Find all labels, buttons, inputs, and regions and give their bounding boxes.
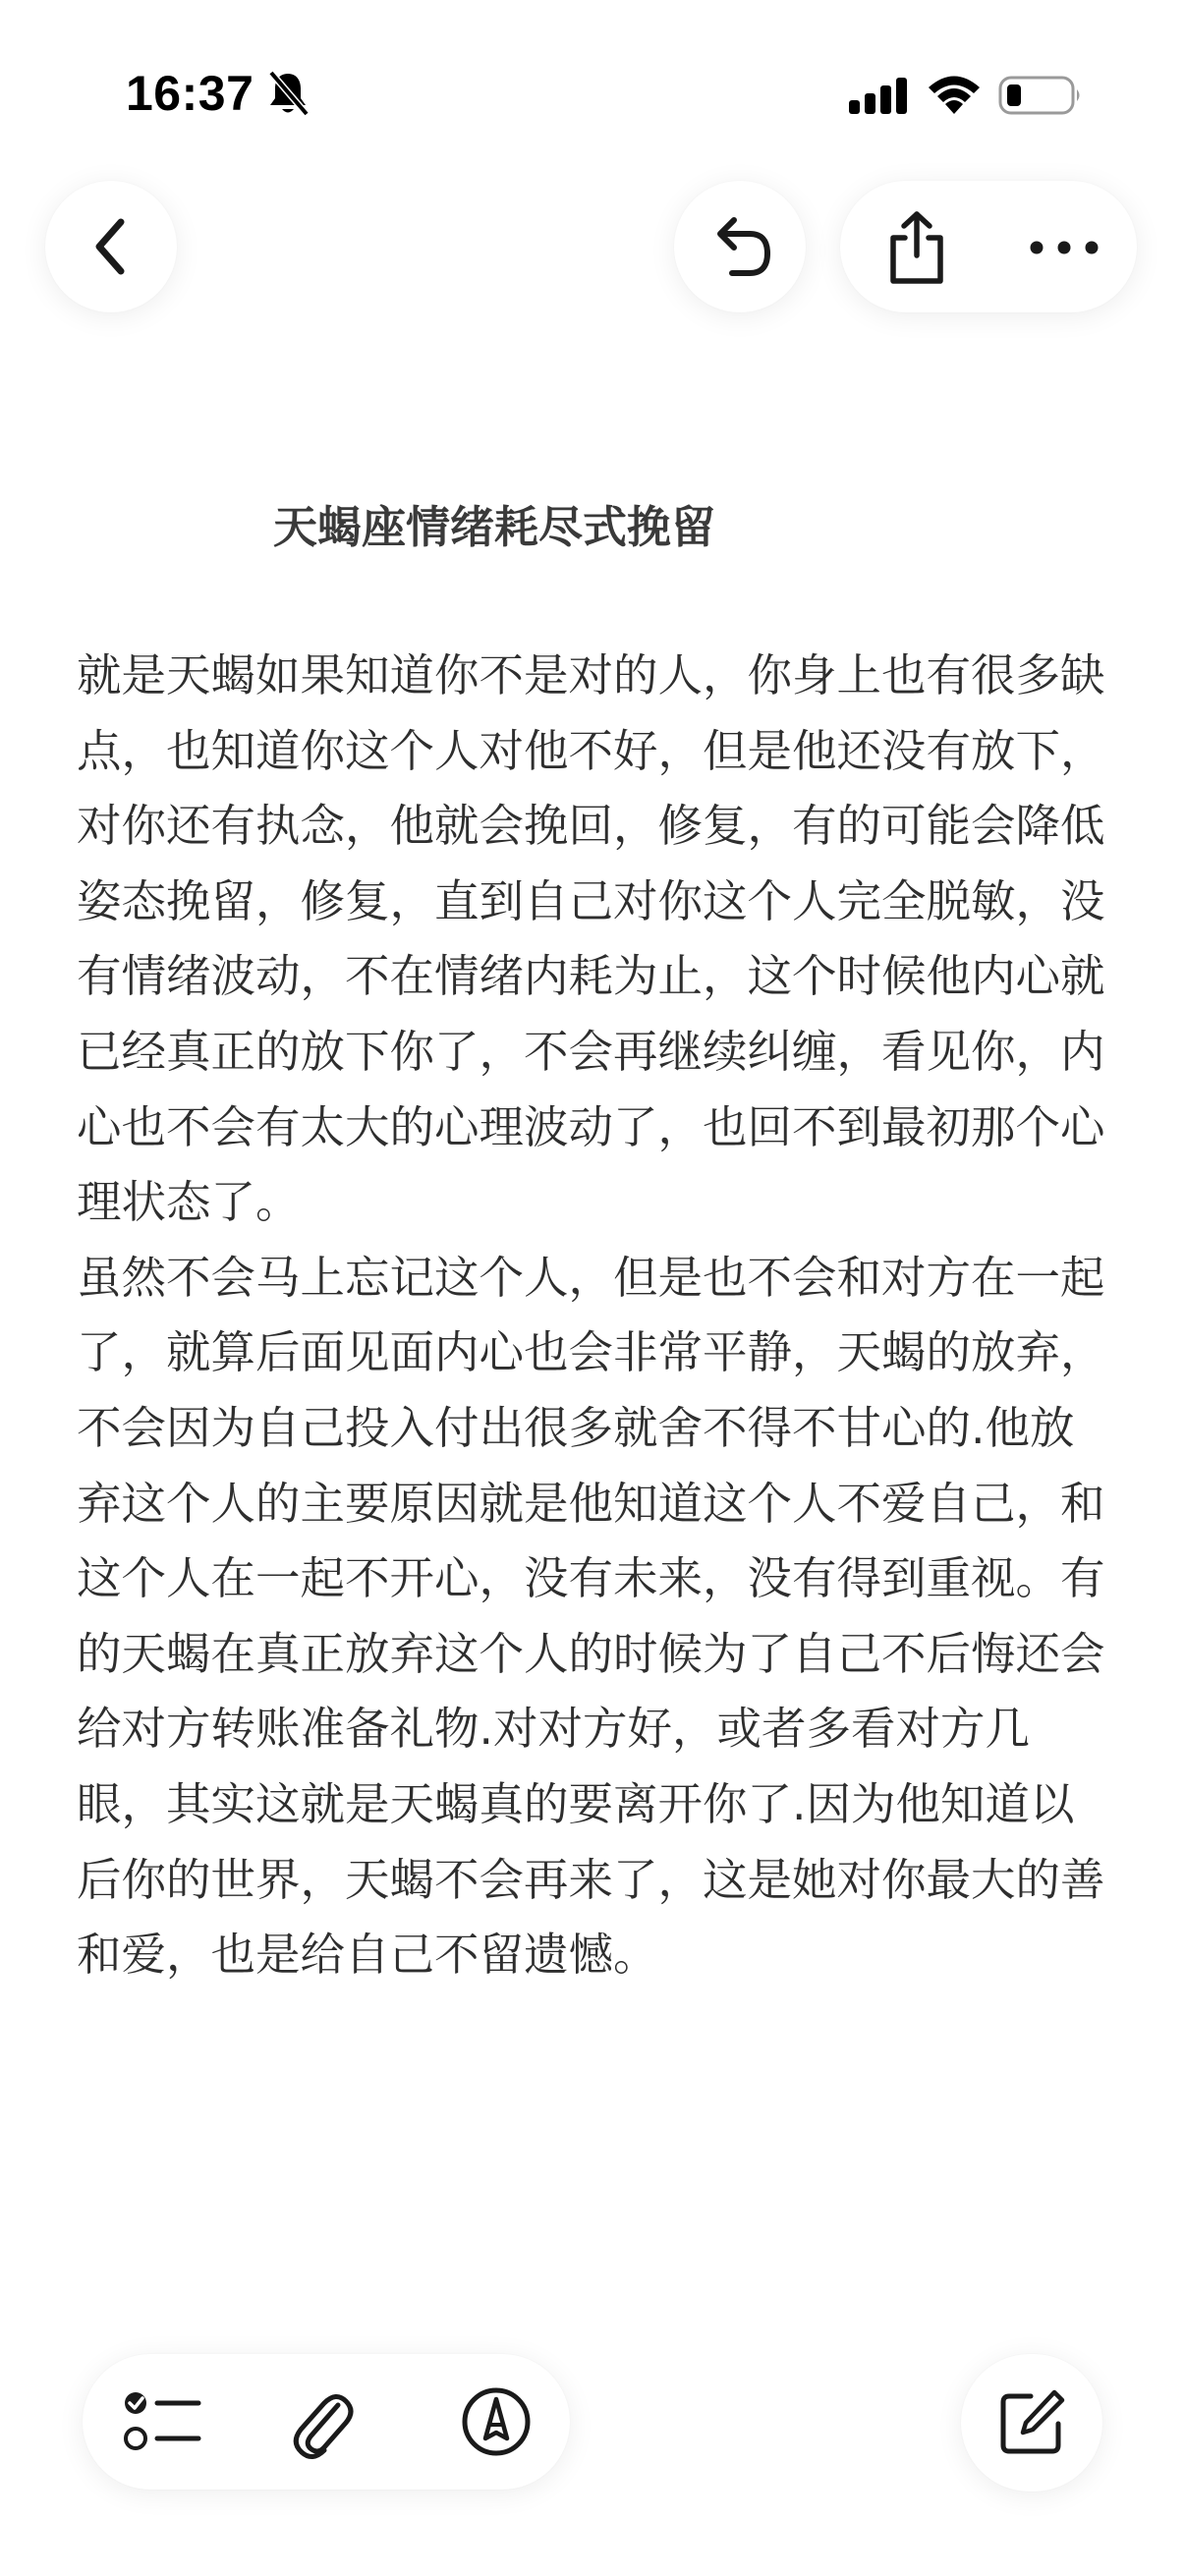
- undo-button[interactable]: [674, 181, 806, 312]
- undo-icon: [703, 212, 777, 281]
- wifi-icon: [926, 71, 983, 116]
- status-bar: [0, 0, 1185, 187]
- battery-low-icon: [998, 75, 1083, 116]
- chevron-left-icon: [82, 212, 141, 281]
- share-icon[interactable]: [879, 208, 954, 287]
- note-title[interactable]: 天蝎座情绪耗尽式挽留: [273, 501, 716, 553]
- cellular-signal-icon: [847, 77, 908, 116]
- note-body[interactable]: [77, 639, 1108, 1993]
- actions-pill: [840, 181, 1137, 312]
- note-paragraph[interactable]: 虽然不会马上忘记这个人，但是也不会和对方在一起了，就算后面见面内心也会非常平静，天蝎的放弃，不会因为自己投入付出很多就舍不得不甘心的.他放弃这个人的主要原因就是他知道这个人不爱自己，和这个人在一起不开心，没有未来，没有得到重视。有的天蝎在真正放弃这个人的时候为了自己不后悔还会给对方转账准备礼物.对对方好，或者多看对方几眼，其实这就是天蝎真的要离开你了.因为他知道以后你的世界，天蝎不会再来了，这是她对你最大的善和爱，也是给自己不留遗憾。: [77, 1251, 1105, 1982]
- compose-icon: [995, 2386, 1068, 2459]
- ellipsis-icon[interactable]: [1027, 228, 1101, 267]
- note-paragraph[interactable]: 就是天蝎如果知道你不是对的人，你身上也有很多缺点，也知道你这个人对他不好，但是他还没有放下，对你还有执念，他就会挽回，修复，有的可能会降低姿态挽留，修复，直到自己对你这个人完全脱敏，没有情绪波动，不在情绪内耗为止，这个时候他内心就已经真正的放下你了，不会再继续纠缠，看见你，内心也不会有太大的心理波动了，也回不到最初那个心理状态了。: [77, 649, 1105, 1229]
- bottom-toolbar: [83, 2354, 570, 2490]
- compose-button[interactable]: [961, 2354, 1102, 2492]
- back-button[interactable]: [45, 181, 177, 312]
- paperclip-icon[interactable]: [287, 2383, 356, 2460]
- checklist-icon[interactable]: [122, 2385, 202, 2458]
- status-time: 16:37: [126, 66, 254, 121]
- bell-slash-icon: [265, 69, 310, 118]
- markup-pen-icon[interactable]: [460, 2385, 533, 2458]
